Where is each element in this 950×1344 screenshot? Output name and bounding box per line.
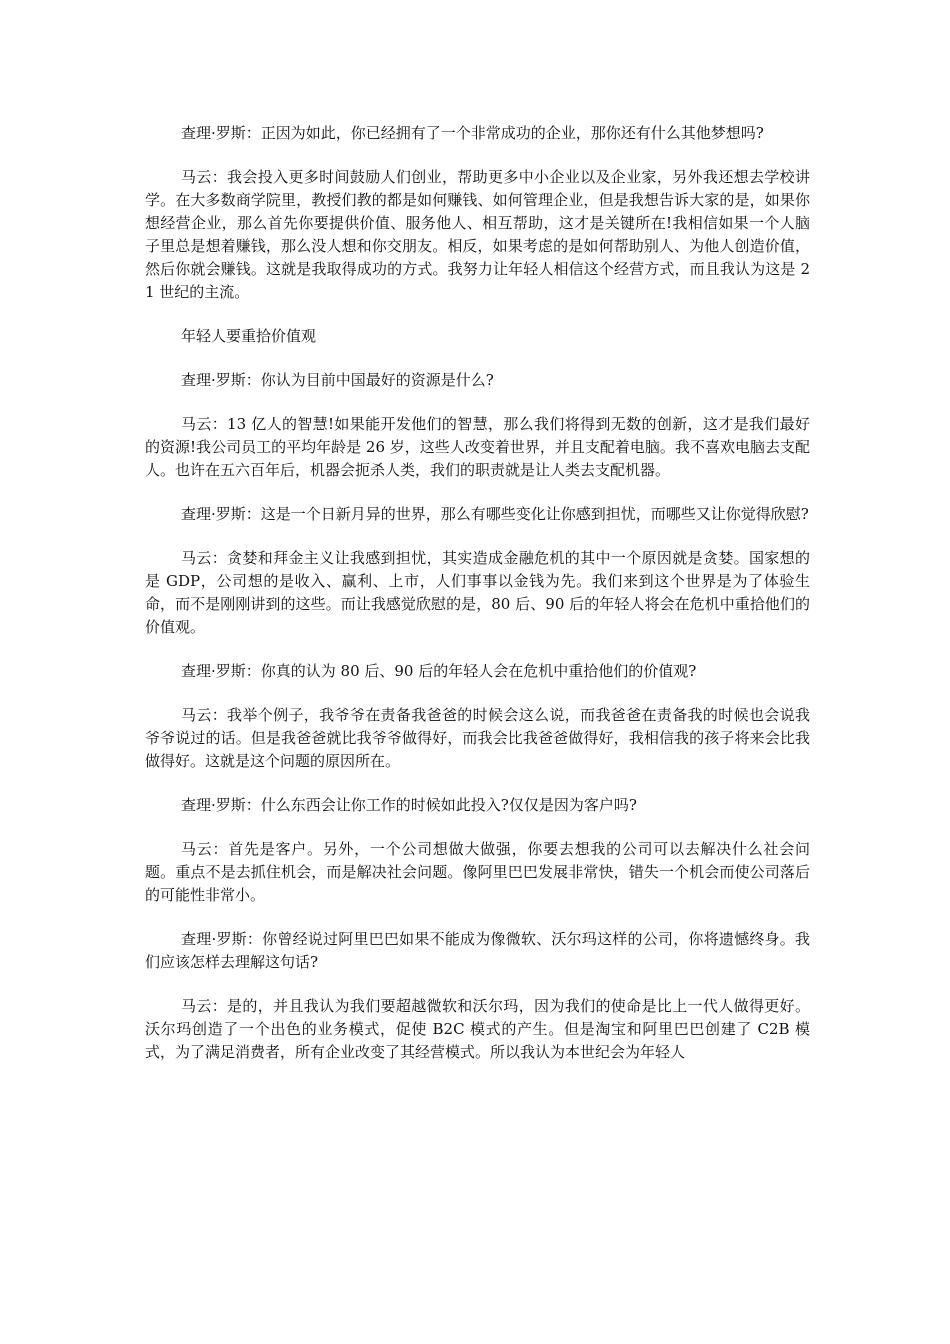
section-heading-values: 年轻人要重拾价值观 — [181, 327, 317, 345]
paragraph-question-generations: 查理·罗斯：你真的认为 80 后、90 后的年轻人会在危机中重拾他们的价值观? — [181, 662, 697, 680]
paragraph-answer-dream: 马云：我会投入更多时间鼓励人们创业，帮助更多中小企业以及企业家，另外我还想去学校讲学。在大多数商学院里，教授们教的都是如何赚钱、如何管理企业，但是我想告诉大家的是，如果你想经营企业，那么首先你要提供价值、服务他人、相互帮助，这才是关键所在!我相信如果一个人脑子里总是想着赚钱，那么没人想和你交朋友。相反，如果考虑的是如何帮助别人、为他人创造价值，然后你就会赚钱。这就是我取得成功的方式。我努力让年轻人相信这个经营方式，而且我认为这是 21 世纪的主流。 — [145, 168, 810, 301]
paragraph-question-dream: 查理·罗斯：正因为如此，你已经拥有了一个非常成功的企业，那你还有什么其他梦想吗? — [181, 124, 764, 142]
paragraph-question-microsoft-walmart: 查理·罗斯：你曾经说过阿里巴巴如果不能成为像微软、沃尔玛这样的公司，你将遗憾终身。我们应该怎样去理解这句话? — [145, 930, 810, 971]
paragraph-answer-resources: 马云：13 亿人的智慧!如果能开发他们的智慧，那么我们将得到无数的创新，这才是我们最好的资源!我公司员工的平均年龄是 26 岁，这些人改变着世界，并且支配着电脑。我不喜欢电脑去支配人。也许在五六百年后，机器会扼杀人类，我们的职责就是让人类去支配机器。 — [145, 415, 810, 479]
paragraph-answer-generations: 马云：我举个例子，我爷爷在责备我爸爸的时候会这么说，而我爸爸在责备我的时候也会说我爷爷说过的话。但是我爸爸就比我爷爷做得好，而我会比我爸爸做得好，我相信我的孩子将来会比我做得好。这就是这个问题的原因所在。 — [145, 706, 810, 770]
paragraph-question-motivation: 查理·罗斯：什么东西会让你工作的时候如此投入?仅仅是因为客户吗? — [181, 796, 637, 814]
paragraph-answer-changes: 马云：贪婪和拜金主义让我感到担忧，其实造成金融危机的其中一个原因就是贪婪。国家想的是 GDP，公司想的是收入、赢利、上市，人们事事以金钱为先。我们来到这个世界是为了体验生命，而不是刚刚讲到的这些。而让我感觉欣慰的是，80 后、90 后的年轻人将会在危机中重拾他们的价值观。 — [145, 549, 810, 636]
paragraph-question-changes: 查理·罗斯：这是一个日新月异的世界，那么有哪些变化让你感到担忧，而哪些又让你觉得欣慰? — [181, 505, 809, 523]
paragraph-answer-microsoft-walmart: 马云：是的，并且我认为我们要超越微软和沃尔玛，因为我们的使命是比上一代人做得更好。沃尔玛创造了一个出色的业务模式，促使 B2C 模式的产生。但是淘宝和阿里巴巴创建了 C2B 模式，为了满足消费者，所有企业改变了其经营模式。所以我认为本世纪会为年轻人 — [145, 997, 810, 1061]
document-page — [145, 122, 810, 1085]
paragraph-question-resources: 查理·罗斯：你认为目前中国最好的资源是什么? — [181, 371, 494, 389]
paragraph-answer-motivation: 马云：首先是客户。另外，一个公司想做大做强，你要去想我的公司可以去解决什么社会问题。重点不是去抓住机会，而是解决社会问题。像阿里巴巴发展非常快，错失一个机会而使公司落后的可能性非常小。 — [145, 840, 810, 904]
